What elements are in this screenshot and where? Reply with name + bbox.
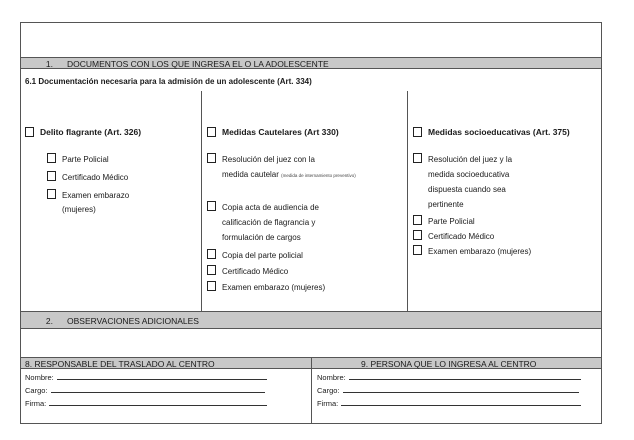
section-2-title: OBSERVACIONES ADICIONALES xyxy=(67,316,199,326)
item-label: Parte Policial xyxy=(62,155,109,164)
item-label-continuation: formulación de cargos xyxy=(222,233,301,242)
medidas-socioeducativas-option[interactable] xyxy=(413,127,570,137)
firma-line[interactable] xyxy=(341,405,581,406)
checklist-item[interactable] xyxy=(207,281,325,295)
field-label: Cargo: xyxy=(25,386,48,395)
signature-divider xyxy=(311,357,312,423)
checkbox[interactable] xyxy=(207,281,216,291)
checkbox[interactable] xyxy=(413,127,422,137)
section-1-number: 1. xyxy=(45,59,53,69)
cargo-line[interactable] xyxy=(51,392,265,393)
checkbox[interactable] xyxy=(413,153,422,163)
firma-field[interactable] xyxy=(317,397,581,410)
field-label: Nombre: xyxy=(25,373,54,382)
checkbox[interactable] xyxy=(207,201,216,211)
item-label: Certificado Médico xyxy=(428,232,495,241)
column-divider-2 xyxy=(407,91,408,311)
checklist-item[interactable] xyxy=(413,230,494,244)
checklist-item[interactable] xyxy=(207,249,303,263)
firma-line[interactable] xyxy=(49,405,267,406)
checklist-item[interactable] xyxy=(413,245,531,259)
cargo-field[interactable] xyxy=(25,384,267,397)
item-note: (medida de internamiento preventivo) xyxy=(281,173,356,178)
observaciones-field[interactable] xyxy=(21,329,601,357)
item-label: Resolución del juez y la xyxy=(428,155,513,164)
item-label-continuation: calificación de flagrancia y xyxy=(222,218,316,227)
section-2-number: 2. xyxy=(45,316,53,326)
checklist-item[interactable] xyxy=(413,153,512,167)
medidas-cautelares-option[interactable] xyxy=(207,127,339,137)
cargo-line[interactable] xyxy=(343,392,579,393)
item-label-continuation: dispuesta cuando sea xyxy=(428,185,506,194)
field-label: Cargo: xyxy=(317,386,340,395)
checkbox[interactable] xyxy=(25,127,34,137)
checkbox[interactable] xyxy=(413,245,422,255)
field-label: Firma: xyxy=(25,399,47,408)
nombre-line[interactable] xyxy=(349,379,581,380)
column-divider-1 xyxy=(201,91,202,311)
checklist-item[interactable] xyxy=(207,153,315,167)
item-label-continuation: (mujeres) xyxy=(62,205,96,214)
checkbox[interactable] xyxy=(207,127,216,137)
checkbox[interactable] xyxy=(47,153,56,163)
admission-form xyxy=(20,22,602,424)
item-label: Examen embarazo xyxy=(62,191,130,200)
checkbox[interactable] xyxy=(207,249,216,259)
checklist-item[interactable] xyxy=(47,153,109,167)
checkbox[interactable] xyxy=(207,265,216,275)
nombre-field[interactable] xyxy=(317,371,581,384)
medidas-cautelares-label: Medidas Cautelares (Art 330) xyxy=(222,127,339,137)
nombre-field[interactable] xyxy=(25,371,267,384)
cargo-field[interactable] xyxy=(317,384,581,397)
item-label: Parte Policial xyxy=(428,217,475,226)
item-label: Certificado Médico xyxy=(62,173,129,182)
item-label-continuation: pertinente xyxy=(428,200,464,209)
medidas-socioeducativas-label: Medidas socioeducativas (Art. 375) xyxy=(428,127,570,137)
checklist-item[interactable] xyxy=(207,201,319,215)
item-label-continuation xyxy=(222,168,356,183)
item-label: Examen embarazo (mujeres) xyxy=(428,247,532,256)
checkbox[interactable] xyxy=(207,153,216,163)
checkbox[interactable] xyxy=(413,215,422,225)
item-label: Examen embarazo (mujeres) xyxy=(222,283,326,292)
firma-field[interactable] xyxy=(25,397,267,410)
responsable-traslado-block xyxy=(25,371,267,410)
item-label: medida cautelar xyxy=(222,170,279,179)
field-label: Nombre: xyxy=(317,373,346,382)
checklist-item[interactable] xyxy=(207,265,288,279)
persona-ingresa-block xyxy=(317,371,581,410)
section-1-title: DOCUMENTOS CON LOS QUE INGRESA EL O LA ADOLESCENTE xyxy=(67,59,329,69)
checklist-item[interactable] xyxy=(47,189,129,203)
item-label-continuation: medida socioeducativa xyxy=(428,170,510,179)
section-8-title: 8. RESPONSABLE DEL TRASLADO AL CENTRO xyxy=(25,359,215,369)
checklist-item[interactable] xyxy=(413,215,475,229)
checkbox[interactable] xyxy=(47,171,56,181)
nombre-line[interactable] xyxy=(57,379,267,380)
item-label: Copia acta de audiencia de xyxy=(222,203,319,212)
section-9-title: 9. PERSONA QUE LO INGRESA AL CENTRO xyxy=(361,359,537,369)
checkbox[interactable] xyxy=(413,230,422,240)
field-label: Firma: xyxy=(317,399,339,408)
item-label: Certificado Médico xyxy=(222,267,289,276)
checkbox[interactable] xyxy=(47,189,56,199)
section-1-header xyxy=(21,57,601,69)
section-2-header xyxy=(21,311,601,329)
section-1-subtitle: 6.1 Documentación necesaria para la admisión de un adolescente (Art. 334) xyxy=(25,77,312,86)
item-label: Copia del parte policial xyxy=(222,251,303,260)
delito-flagrante-label: Delito flagrante (Art. 326) xyxy=(40,127,142,137)
delito-flagrante-option[interactable] xyxy=(25,127,141,137)
item-label: Resolución del juez con la xyxy=(222,155,315,164)
checklist-item[interactable] xyxy=(47,171,128,185)
